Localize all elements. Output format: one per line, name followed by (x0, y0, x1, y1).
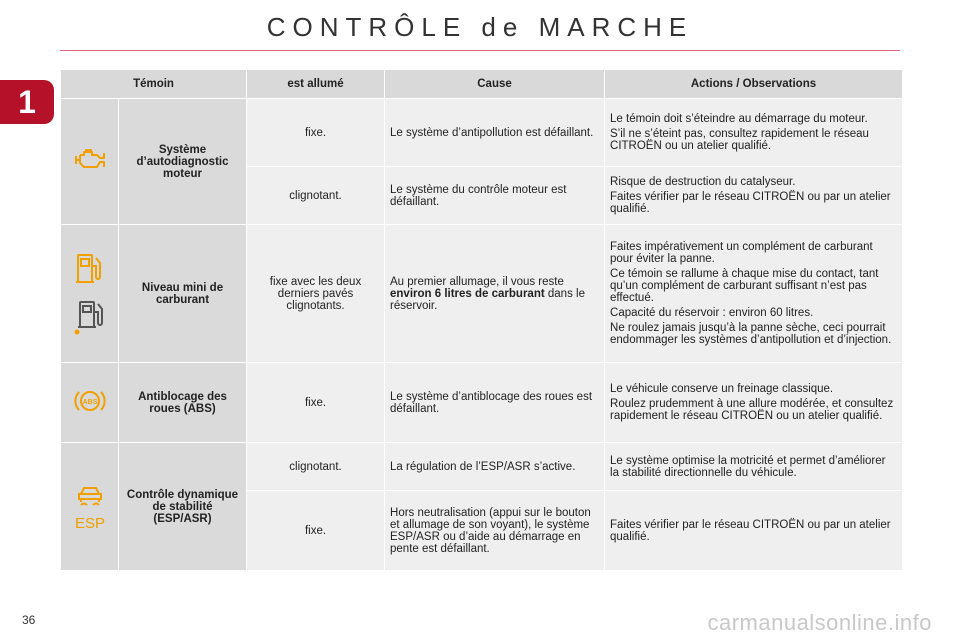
table-row (61, 99, 903, 167)
action-text: Roulez prudemment à une allure modérée, et consultez rapidement le réseau CITROËN ou un atelier qualifié. (610, 398, 894, 422)
chapter-tab: 1 (0, 80, 54, 124)
cause-fuel-bold: environ 6 litres de carburant (390, 287, 545, 300)
svg-text:ESP: ESP (74, 514, 105, 530)
esp-icon-cell (61, 443, 119, 571)
action-text: Capacité du réservoir : environ 60 litres. (610, 307, 814, 319)
watermark-main: carmanualsonline (707, 610, 888, 635)
cause-engine-flashing: Le système du contrôle moteur est défaillant. (385, 167, 605, 225)
header-actions: Actions / Observations (605, 70, 903, 99)
engine-check-icon (73, 147, 107, 173)
abs-icon-cell (61, 363, 119, 443)
cause-engine-fixed: Le système d’antipollution est défaillant. (385, 99, 605, 167)
allume-abs: fixe. (247, 363, 385, 443)
system-esp: Contrôle dynamique de stabilité (ESP/ASR) (119, 443, 247, 571)
table-row (61, 225, 903, 363)
page-number: 36 (22, 613, 36, 627)
actions-esp-fixed (605, 491, 903, 571)
action-text: Faites impérativement un complément de carburant pour éviter la panne. (610, 241, 873, 265)
warning-lights-table (60, 69, 903, 571)
fuel-pump-icon (75, 252, 105, 286)
actions-abs (605, 363, 903, 443)
action-text: Le témoin doit s’éteindre au démarrage du moteur. (610, 113, 868, 125)
table-header-row (61, 70, 903, 99)
svg-text:ABS: ABS (82, 399, 97, 406)
fuel-pump-low-icon (73, 300, 107, 336)
title-divider (60, 50, 900, 51)
watermark-tld: .info (887, 610, 932, 635)
cause-esp-fixed: Hors neutralisation (appui sur le bouton et allumage de son voyant), le système ESP/ASR ou d’aide au démarrage en pente est défaillant. (385, 491, 605, 571)
actions-fuel (605, 225, 903, 363)
table-row (61, 443, 903, 491)
allume-engine-fixed: fixe. (247, 99, 385, 167)
cause-esp-flashing: La régulation de l’ESP/ASR s’active. (385, 443, 605, 491)
header-temoin: Témoin (61, 70, 247, 99)
esp-text-icon (73, 514, 107, 530)
action-text: Faites vérifier par le réseau CITROËN ou par un atelier qualifié. (610, 518, 891, 543)
actions-engine-flashing (605, 167, 903, 225)
allume-esp-fixed: fixe. (247, 491, 385, 571)
allume-fuel: fixe avec les deux derniers pavés clignotants. (247, 225, 385, 363)
actions-engine-fixed (605, 99, 903, 167)
cause-fuel (385, 225, 605, 363)
cause-fuel-pre: Au premier allumage, il vous reste (390, 275, 564, 288)
fuel-icon-cell (61, 225, 119, 363)
abs-icon (72, 387, 108, 415)
cause-fuel-post: dans le réservoir. (390, 287, 585, 312)
watermark (707, 610, 932, 636)
system-abs: Antiblocage des roues (ABS) (119, 363, 247, 443)
page-title: CONTRÔLE de MARCHE (266, 12, 694, 42)
actions-esp-flashing (605, 443, 903, 491)
allume-esp-flashing: clignotant. (247, 443, 385, 491)
header-est-allume: est allumé (247, 70, 385, 99)
action-text: Le véhicule conserve un freinage classique. (610, 383, 834, 395)
header-cause: Cause (385, 70, 605, 99)
action-text: S’il ne s’éteint pas, consultez rapidement le réseau CITROËN ou un atelier qualifié. (610, 128, 869, 152)
system-fuel: Niveau mini de carburant (119, 225, 247, 363)
action-text: Le système optimise la motricité et permet d’améliorer la stabilité directionnelle du véhicule. (610, 454, 886, 479)
action-text: Risque de destruction du catalyseur. (610, 176, 796, 188)
esp-skid-car-icon (75, 484, 105, 510)
system-engine: Système d’autodiagnostic moteur (119, 99, 247, 225)
table-row (61, 363, 903, 443)
engine-icon-cell (61, 99, 119, 225)
allume-engine-flashing: clignotant. (247, 167, 385, 225)
action-text: Faites vérifier par le réseau CITROËN ou par un atelier qualifié. (610, 191, 891, 215)
cause-abs: Le système d’antiblocage des roues est défaillant. (385, 363, 605, 443)
action-text: Ne roulez jamais jusqu’à la panne sèche, ceci pourrait endommager les systèmes d’antipollution et d’injection. (610, 322, 892, 346)
action-text: Ce témoin se rallume à chaque mise du contact, tant qu’un complément de carburant suffisant n’est pas effectué. (610, 268, 879, 304)
